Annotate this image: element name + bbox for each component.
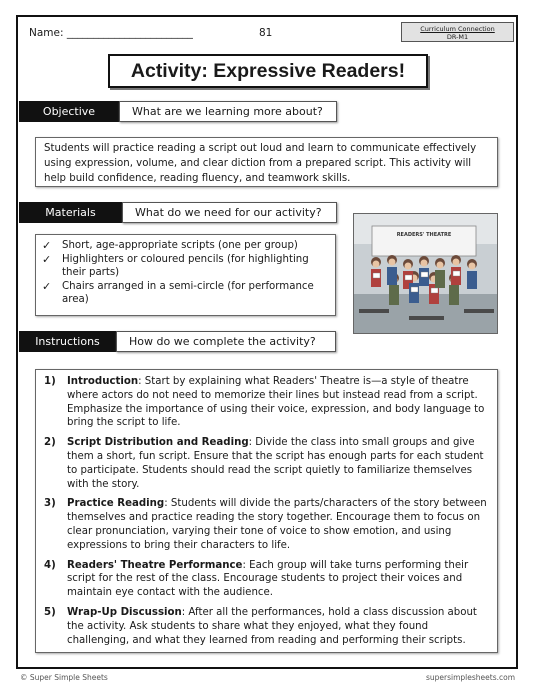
step-number: 1) <box>44 376 56 387</box>
material-text: Short, age-appropriate scripts (one per group) <box>62 240 298 251</box>
instructions-header <box>19 331 336 352</box>
objective-header <box>19 101 337 122</box>
list-item <box>42 280 329 307</box>
footer-copyright: © Super Simple Sheets <box>20 673 108 682</box>
curriculum-title: Curriculum Connection <box>420 25 495 33</box>
readers-theatre-photo <box>353 213 498 334</box>
check-icon: ✓ <box>42 279 52 293</box>
curriculum-connection-box <box>401 22 514 42</box>
step-title: Script Distribution and Reading <box>67 437 249 449</box>
footer-website: supersimplesheets.com <box>425 673 515 682</box>
activity-title: Activity: Expressive Readers! <box>130 60 406 82</box>
materials-list <box>35 234 336 316</box>
step-number: 2) <box>44 437 56 449</box>
list-item <box>44 497 489 552</box>
step-number: 4) <box>44 559 56 571</box>
name-field-label: Name: ________________________ <box>29 27 193 39</box>
objective-question: What are we learning more about? <box>119 101 337 122</box>
step-number: 5) <box>44 606 56 618</box>
page-number: 81 <box>259 27 273 39</box>
list-item <box>44 436 489 491</box>
step-text: : Students will divide the parts/characters of the story between themselves and practice reading the story together. Encourage them to focus on clear pronunciation, varying their tone of voice to show emotion, and using expressions to bring their characters to life. <box>67 498 487 551</box>
check-icon: ✓ <box>42 239 52 252</box>
step-text: : Divide the class into small groups and give them a short, fun script. Ensure that the script has enough parts for each student to participate. Students should read the script quietly to familiarize themselves with the story. <box>67 437 484 490</box>
material-text: Chairs arranged in a semi-circle (for performance area) <box>62 280 314 306</box>
step-title: Readers' Theatre Performance <box>67 559 243 571</box>
photo-banner-text: READERS' THEATRE <box>396 232 452 238</box>
classroom-illustration <box>354 214 498 334</box>
objective-tab: Objective <box>19 101 119 122</box>
step-text: : Each group will take turns performing their script for the rest of the class. Encourage students to project their voices and maintain eye contact with the audience. <box>67 559 469 599</box>
materials-question: What do we need for our activity? <box>122 202 337 223</box>
list-item <box>44 606 489 647</box>
objective-text: Students will practice reading a script out loud and learn to communicate effectively using expression, volume, and clear diction from a prepared script. This activity will help build confidence, reading fluency, and teamwork skills. <box>35 137 498 187</box>
check-icon: ✓ <box>42 252 52 266</box>
step-text: : Start by explaining what Readers' Theatre is—a style of theatre where actors do not need to memorize their lines but instead read from a script. Emphasize the importance of using their voice, expression, and body language to bring the script to life. <box>67 376 485 429</box>
step-title: Introduction <box>67 376 139 387</box>
list-item <box>44 375 489 430</box>
list-item <box>42 253 329 280</box>
materials-tab: Materials <box>19 202 122 223</box>
activity-title-box <box>108 54 428 88</box>
instructions-tab: Instructions <box>19 331 116 352</box>
material-text: Highlighters or coloured pencils (for highlighting their parts) <box>62 253 309 279</box>
instructions-list <box>35 369 498 653</box>
step-text: : After all the performances, hold a class discussion about the activity. Ask students to share what they enjoyed, what they found challenging, and what they learned from reading and performing their scripts. <box>67 606 477 646</box>
materials-header <box>19 202 337 223</box>
step-title: Wrap-Up Discussion <box>67 606 182 618</box>
instructions-question: How do we complete the activity? <box>116 331 336 352</box>
list-item <box>44 559 489 600</box>
list-item <box>42 239 329 253</box>
step-title: Practice Reading <box>67 498 165 510</box>
curriculum-code: DR-M1 <box>446 33 469 41</box>
step-number: 3) <box>44 498 56 510</box>
